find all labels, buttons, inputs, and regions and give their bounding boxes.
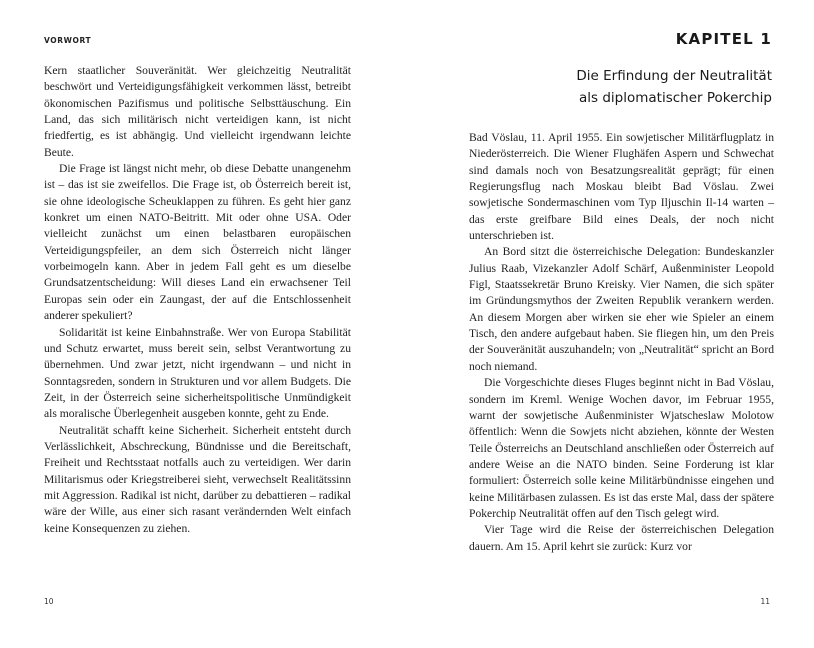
- running-head: VORWORT: [44, 36, 92, 45]
- paragraph: Vier Tage wird die Reise der österreichischen Delegation dauern. Am 15. April kehrt sie zurück: Kurz vor: [469, 523, 774, 553]
- paragraph: Kern staatlicher Souveränität. Wer gleichzeitig Neutralität beschwört und Verteidigungsfähigkeit verkommen lässt, betreibt ökonomischen Pazifismus und politische Selbsttäuschung. Ein Land, das sich militärisch nicht verteidigen kann, ist nicht friedfertig, es ist abhängig. Und vielleicht irgendwann leichte Beute.: [44, 64, 351, 159]
- paragraph: An Bord sitzt die österreichische Delegation: Bundeskanzler Julius Raab, Vizekanzler Adolf Schärf, Außenminister Leopold Figl, Staatssekretär Bruno Kreisky. Vier Namen, die sich später im Gründungsmythos der Zweiten Republik verankern werden. An diesem Morgen aber wirken sie eher wie Spieler an einem Tisch, den andere aufgebaut haben. Sie fliegen hin, um den Preis der Souveränität auszuhandeln; von „Neutralität“ spricht an Bord noch niemand.: [469, 245, 774, 373]
- body-text-left: [44, 63, 351, 537]
- paragraph: Neutralität schafft keine Sicherheit. Sicherheit entsteht durch Verlässlichkeit, Abschreckung, Bündnisse und die Bereitschaft, Freiheit und Rechtsstaat notfalls auch zu verteidigen. Wer darin Militarismus oder Kriegstreiberei sieht, verwechselt Realitätssinn mit Aggression. Radikal ist nicht, darüber zu debattieren – radikal wäre der Wille, aus einer sich rasant verändernden Welt einfach keine Konsequenzen zu ziehen.: [44, 423, 351, 535]
- chapter-title-line: als diplomatischer Pokerchip: [579, 90, 772, 106]
- chapter-title: [432, 65, 772, 109]
- body-text-right: [469, 130, 774, 555]
- paragraph: Die Frage ist längst nicht mehr, ob diese Debatte unangenehm ist – das ist sie zweifellos. Die Frage ist, ob Österreich bereit ist, sie ohne ideologische Scheuklappen zu führen. Es geht hier ganz konkret um einen NATO-Beitritt. Mit oder ohne USA. Oder vielleicht zunächst um einen belastbaren europäischen Verteidigungspfeiler, an dem sich Österreich nicht länger vorbeimogeln kann. Aber in jedem Fall geht es um dieselbe Grundsatzentscheidung: Will dieses Land ein erwachsener Teil Europas sein oder ein Zaungast, der auf die Entschlossenheit anderer spekuliert?: [44, 162, 351, 323]
- paragraph: Die Vorgeschichte dieses Fluges beginnt nicht in Bad Vöslau, sondern im Kreml. Wenige Wochen davor, im Februar 1955, warnt der sowjetische Außenminister Wjatscheslaw Molotow öffentlich: Wenn die Sowjets nicht abziehen, könnte der Westen Teile Österreichs an Deutschland anschließen oder Österreich auf andere Weise an die NATO binden. Seine Forderung ist klar formuliert: Österreich solle keine Militärbündnisse eingehen und keine Militärbasen zulassen. Es ist das erste Mal, dass der spätere Pokerchip Neutralität offen auf den Tisch gelegt wird.: [469, 376, 774, 520]
- page-number: 11: [760, 597, 770, 606]
- page-number: 10: [44, 597, 54, 606]
- right-page: [407, 0, 814, 648]
- paragraph: Bad Vöslau, 11. April 1955. Ein sowjetischer Militärflugplatz in Niederösterreich. Die Wiener Flughäfen Aspern und Schwechat sind damals noch von Besatzungsrealität geprägt; für einen Regierungsflug nach Moskau bleibt Bad Vöslau. Zwei sowjetische Sondermaschinen vom Typ Iljuschin Il-14 warten – das erste greifbare Bild eines Deals, der noch nicht unterschrieben ist.: [469, 131, 774, 243]
- paragraph: Solidarität ist keine Einbahnstraße. Wer von Europa Stabilität und Schutz erwartet, muss bereit sein, selbst Verantwortung zu übernehmen. Und zwar jetzt, nicht irgendwann – und nicht in Sonntagsreden, sondern in Strukturen und vor allem Budgets. Die Zeit, in der Österreich seine sicherheitspolitische Unmündigkeit als moralische Überlegenheit ausgeben konnte, geht zu Ende.: [44, 325, 351, 421]
- chapter-title-line: Die Erfindung der Neutralität: [576, 68, 772, 84]
- chapter-label: KAPITEL 1: [675, 30, 772, 48]
